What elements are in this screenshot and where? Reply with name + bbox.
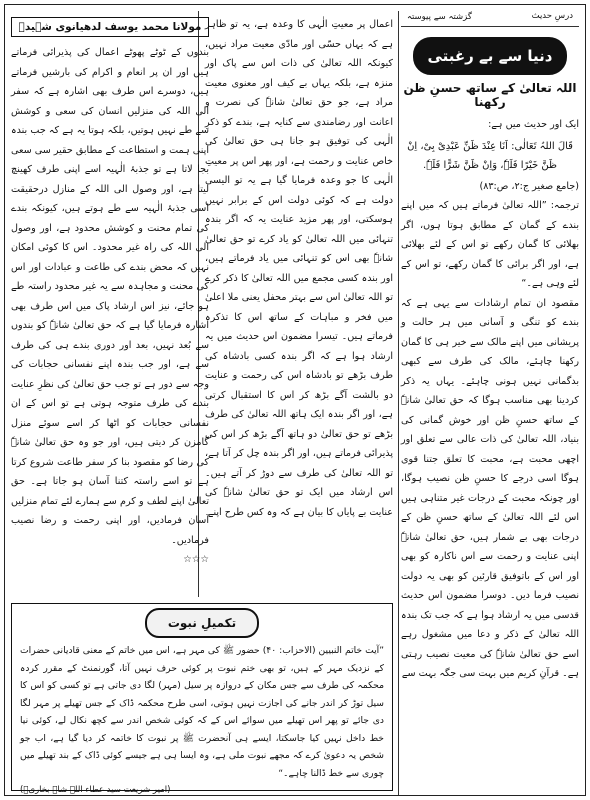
hadith-arabic: قَالَ اللہُ تَعَالٰی: اَنَا عِنْدَ ظَنِّ عَبْدِیْ بِیْ، اِنْ ظَنَّ خَیْرًا فَلَہٗ، وَاِنْ ظَنَّ شَرًّا فَلَہٗ.: [407, 140, 573, 171]
intro-text: ایک اور حدیث میں ہے:: [488, 119, 579, 130]
right-column-body: مقصود ان تمام ارشادات سے یہی ہے کہ بندے کو تنگی و آسانی میں ہر حالت و پریشانی میں اپنے مالک سے خیر ہی کا گمان رکھنا چاہئے، مالک کی طرف سے کبھی بدگمانی نہیں ہونی چاہئے۔ یہاں یہ ذکر کردینا بھی مناسب ہوگا کہ حق تعالیٰ شانہٗ کے ساتھ حسنِ ظن اور خوش گمانی کی بنیاد، اللہ تعالیٰ کی ذات عالی سے تعلق اور اچھی محبت ہے، محبت کا تعلق جتنا قوی ہوگا اسی درجے کا حسنِ ظن نصیب ہوگا، اور چونکہ محبت کے درجات غیر متناہی ہیں اس لئے اللہ تعالیٰ کے ساتھ حسنِ ظن کے درجات بھی بے شمار ہیں، حق تعالیٰ شانہٗ اپنی عنایت و رحمت سے اس ناکارہ کو بھی اور اس کے باتوفیق قارئین کو بھی یہ دولت نصیب فرما دیں۔ دوسرا مضمون اس حدیث قدسی میں یہ ارشاد ہوا ہے کہ جب تک بندہ اللہ تعالیٰ کے ذکر و دعا میں مشغول رہے اسے حق تعالیٰ شانہٗ کی معیت نصیب رہتی ہے۔ قرآنِ کریم میں بہت سی جگہ بہت سے: [401, 297, 579, 679]
nubuwwat-author: (امیر شریعت سید عطاء اللہ شاہ بخاریؒ): [20, 785, 171, 795]
nubuwwat-body: ”آیت خاتم النبیین (الاحزاب: ۴۰) حضور ﷺ کی مہر ہے، اس میں خاتم کے معنی قادیانی حضرات کے نزدیک مہر کے ہیں، تو بھی ختم نبوت پر کوئی حرف نہیں آتا، گورنمنٹ کے مقرر کردہ محکمہ کی طرف سے جس مکان کے دروازہ پر سیل (مہر) لگا دی جاتی ہے تو کسی کو اس کا سیل توڑ کر اندر جانے کی اجازت نہیں ہوتی، اسی طرح محکمہ ڈاک کے جس تھیلے پر مہر لگا دی جائے تو پھر اس تھیلے میں سوائے اس کے کہ کوئی شخص اندر سے کچھ نکال لے، کوئی نیا خط داخل نہیں کیا جاسکتا، ایسے ہی آنحضرت ﷺ پر نبوت کا خاتمہ کر دیا گیا ہے، اب جو شخص یہ دعویٰ کرے کہ مجھے نبوت ملی ہے، وہ ایسا ہی ہے جیسے کوئی ڈاک کے بند تھیلے میں چوری سے خط ڈالنا چاہے۔“: [20, 645, 384, 779]
continued-label: گزشتہ سے پیوستہ: [407, 12, 472, 22]
page-header: [401, 9, 579, 27]
series-label: درسِ حدیث: [531, 11, 573, 21]
author-name: مولانا محمد یوسف لدھیانوی شہیدؒ: [11, 17, 209, 37]
hadith-translation: ترجمہ: ”اللہ تعالیٰ فرماتے ہیں کہ میں اپنے بندے کے گمان کے مطابق ہوتا ہوں، اگر بھلائی کا گمان رکھے تو اس کے لئے بھلائی ہے، اور اگر برائی کا گمان رکھے، تو اس کے لئے وہی ہے۔“: [401, 200, 579, 289]
nubuwwat-box: [11, 603, 393, 795]
middle-column: [205, 15, 393, 522]
article-title-box: [413, 37, 567, 75]
magazine-page: [4, 4, 586, 796]
middle-column-body: اعمال پر معیتِ الٰہی کا وعدہ ہے، یہ تو ظاہر ہے کہ یہاں حسّی اور مادّی معیت مراد نہیں، کیونکہ اللہ تعالیٰ کی ذات اس سے پاک اور منزہ ہے، بلکہ یہاں بے کیف اور معنوی معیت مراد ہے، جو حق تعالیٰ شانہٗ کی نصرت و اعانت اور رضامندی سے کنایہ ہے، بندے کو ذکرِ الٰہی کی توفیق ہو جانا ہی حق تعالیٰ کی خاص عنایت و رحمت ہے، اور پھر اس پر معیتِ الٰہی کا جو وعدہ فرمایا گیا ہے یہ تو الیسی دولت ہے کہ کوئی دولت اس کے برابر نہیں ہوسکتی، اور پھر مزید عنایت یہ کہ اگر بندہ تنہائی میں اللہ تعالیٰ کو یاد کرے تو حق تعالیٰ شانہٗ بھی اس کو تنہائی میں یاد فرماتے ہیں، اور بندہ کسی مجمع میں اللہ تعالیٰ کا ذکر کرے تو اللہ تعالیٰ اس سے بہتر محفل یعنی ملا اعلیٰ میں فخر و مباہات کے ساتھ اس کا تذکرہ فرماتے ہیں۔ تیسرا مضمون اس حدیث میں یہ ارشاد ہوا ہے کہ اگر بندہ کسی بادشاہ کی طرف بڑھے تو بادشاہ اس کی رحمت و عنایت دو بالشت آگے بڑھ کر اس کا استقبال کرتی ہے، اور اگر بندہ ایک ہاتھ اللہ تعالیٰ کی طرف بڑھے تو حق تعالیٰ دو ہاتھ آگے بڑھ کر اس کی پذیرائی فرماتے ہیں، اور اگر بندہ چل کر آتا ہے، تو اللہ تعالیٰ کی طرف سے دوڑ کر آتے ہیں۔ اس ارشاد میں ایک تو حق تعالیٰ شانہٗ کی عنایت بے پایاں کا بیان ہے کہ وہ کس طرح اپنے: [205, 19, 393, 518]
hadith-reference: (جامع صغیر ج:۲، ص:۸۳): [479, 180, 579, 192]
end-stars: ☆☆☆: [183, 554, 209, 565]
right-column: [401, 9, 579, 684]
section-heading: اللہ تعالیٰ کے ساتھ حسنِ ظن رکھنا: [403, 81, 577, 109]
left-column: [11, 17, 209, 570]
column-divider: [398, 11, 399, 795]
left-column-body: بندوں کے ٹوٹے پھوٹے اعمال کی پذیرائی فرماتے ہیں اور ان پر انعام و اکرام کی بارشیں فرماتے ہیں، دوسرے اس طرف بھی اشارہ ہے کہ سفر الی اللہ کی منزلیں انسان کی سعی و کوشش سے طے نہیں ہوتیں، بلکہ ہوتا یہ ہے کہ جب بندہ اپنی ہمت و استطاعت کے مطابق حقیر سی سعی بجا لاتا ہے تو جذبۂ الٰہیہ اسے اپنی طرف کھینچ لیتا ہے، اور وصول الی اللہ کے منازل درحقیقت اسی جذبۂ الٰہیہ سے طے ہوتے ہیں، کیونکہ بندے کی تمام محنت و کوشش محدود ہے، اور وصول الی اللہ کی راہ غیر محدود۔ اس کا کوئی امکان نہیں کہ محض بندے کی طاعت و عبادات اور اس کی محنت و مجاہدہ سے یہ غیر محدود راستہ طے ہو جائے، نیز اس ارشاد پاک میں اس طرف بھی اشارہ فرمایا گیا ہے کہ حق تعالیٰ شانہٗ کو بندوں سے بُعد نہیں، بعد اور دوری بندے ہی کی طرف سے ہے، اور جب بندہ اپنے نفسانی حجابات کی وجہ سے دور ہے تو جب حق تعالیٰ کی نظرِ عنایت بندے کی طرف متوجہ ہوتی ہے تو اس کے ان نفسانی حجابات کو اٹھا کر اسے سوئے منزل گامزن کر دیتی ہیں، اور جو وہ حق تعالیٰ شانہٗ کی رضا کو مقصود بنا کر سفر طاعت شروع کرتا ہے تو اسے راستہ کتنا آسان ہو جاتا ہے۔ حق تعالیٰ اپنے لطف و کرم سے ہمارے لئے تمام منزلیں آسان فرمادیں، اور اپنی رحمت و رضا نصیب فرمادیں۔: [11, 47, 209, 546]
article-title: دنیا سے بے رغبتی: [427, 47, 553, 65]
nubuwwat-title: تکمیلِ نبوت: [145, 608, 259, 638]
